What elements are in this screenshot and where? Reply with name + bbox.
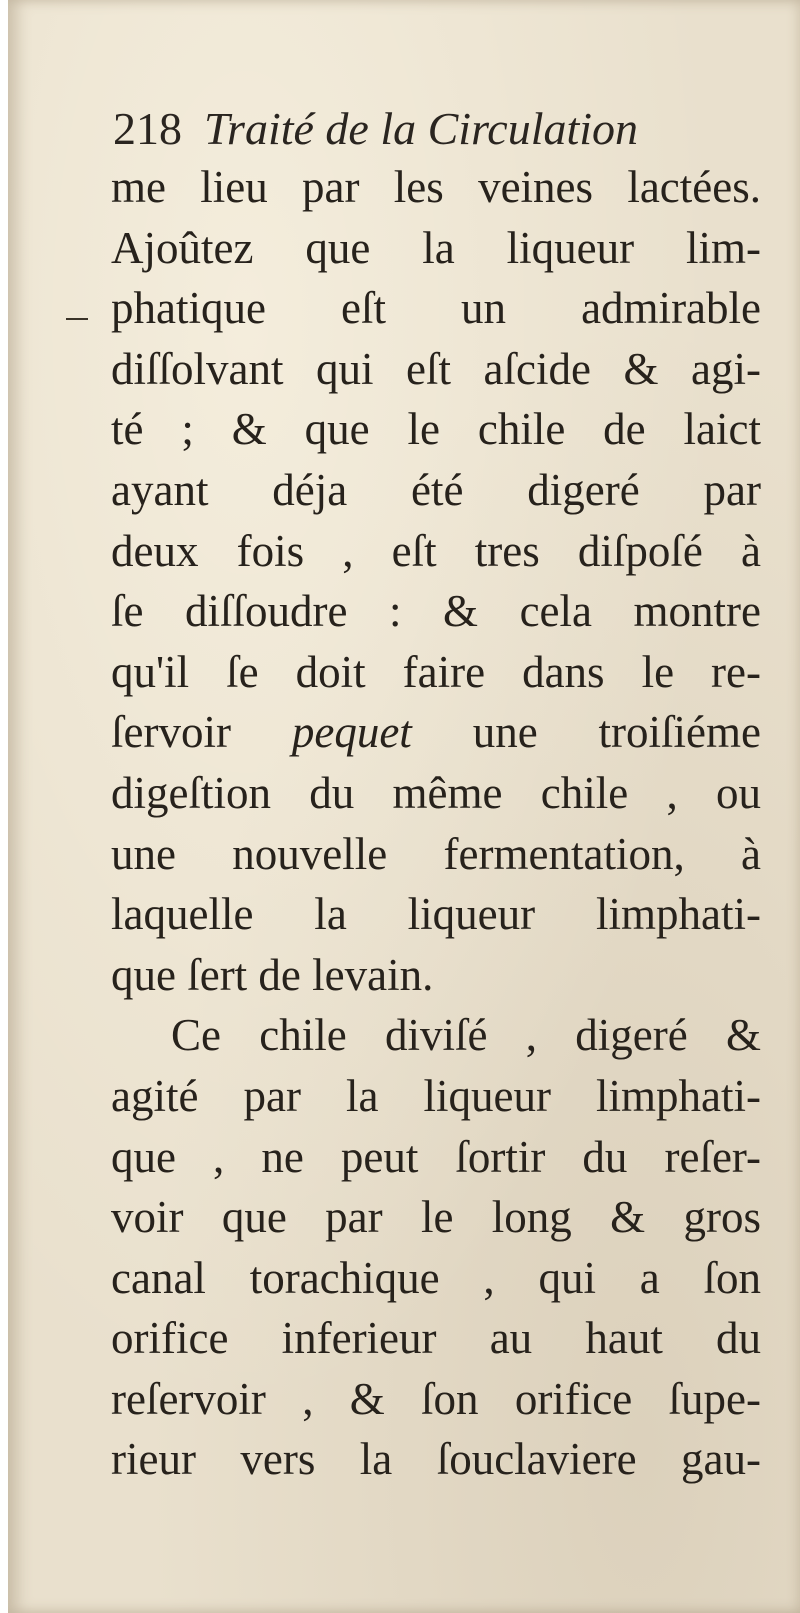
page-number: 218 [113, 103, 182, 154]
margin-mark [66, 318, 88, 320]
text-line: agité par la liqueur limphati- [111, 1070, 761, 1121]
text-line: deux fois , eſt tres diſpoſé à [111, 525, 761, 576]
text-line: rieur vers la ſouclaviere gau- [111, 1434, 761, 1485]
text-line: que ſert de levain. [111, 949, 434, 1000]
text-line: que , ne peut ſortir du reſer- [111, 1131, 761, 1182]
paragraph-start-line: Ce chile diviſé , digeré & [171, 1010, 761, 1061]
text-line: diſſolvant qui eſt aſcide & agi- [111, 343, 761, 394]
text-line: me lieu par les veines lactées. [111, 162, 761, 212]
text-line: qu'il ſe doit faire dans le re- [111, 646, 761, 697]
text-line: voir que par le long & gros [111, 1192, 761, 1243]
text-line: une nouvelle fermentation, à [111, 828, 761, 879]
text-line: ayant déja été digeré par [111, 464, 761, 515]
text-line: phatique eſt un admirable [111, 283, 761, 334]
text-line: laquelle la liqueur limphati- [111, 889, 761, 940]
text-segment: ſervoir [111, 707, 292, 758]
text-line: orifice inferieur au haut du [111, 1313, 761, 1364]
text-line: digeſtion du même chile , ou [111, 767, 761, 818]
body-text [111, 157, 761, 1490]
text-line: ſe diſſoudre : & cela montre [111, 586, 761, 637]
running-title: Traité de la Circulation [204, 103, 639, 154]
text-line [111, 702, 761, 763]
book-page [8, 0, 800, 1613]
italic-word: pequet [291, 707, 412, 758]
page-header [113, 100, 753, 157]
text-line: canal torachique , qui a ſon [111, 1252, 761, 1303]
text-line: Ajoûtez que la liqueur lim- [111, 222, 761, 273]
text-line: reſervoir , & ſon orifice ſupe- [111, 1373, 761, 1424]
text-segment: une troiſiéme [411, 707, 761, 758]
text-line: té ; & que le chile de laict [111, 404, 761, 455]
